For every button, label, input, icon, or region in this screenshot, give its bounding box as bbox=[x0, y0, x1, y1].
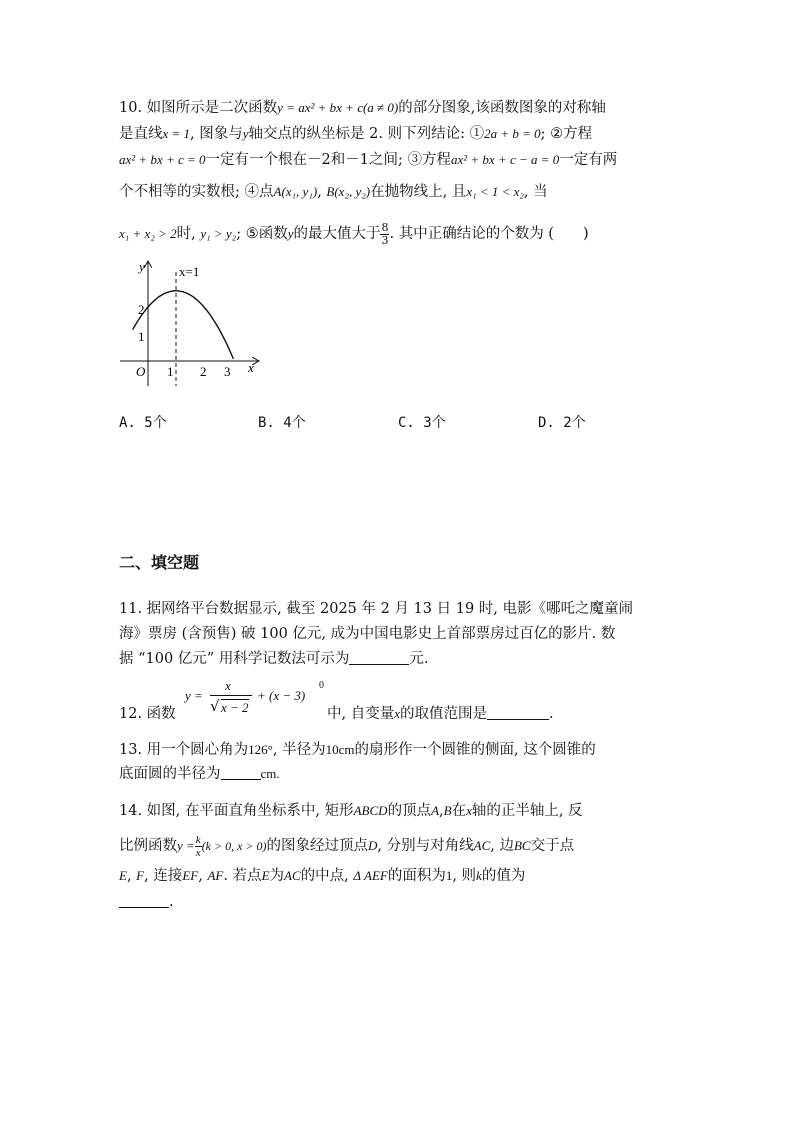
q11-line-1: 11. 据网络平台数据显示, 截至 2025 年 2 月 13 日 19 时, 电影《哪吒之魔童闹 bbox=[119, 601, 634, 617]
q12-line-tail: 中, 自变量x的取值范围是 . bbox=[327, 706, 554, 722]
q13-answer-blank[interactable] bbox=[221, 765, 261, 780]
q13-line-2: 底面圆的半径为 cm. bbox=[119, 766, 280, 782]
y-tick-1: 1 bbox=[138, 329, 145, 344]
choice-a[interactable]: A. 5个 bbox=[119, 415, 167, 431]
q14-line-2: 比例函数y = $\frac{k}{x}$ (k > 0, x > 0)的图象经过顶点D, 分别与对角线AC, 边BC交于点 bbox=[119, 833, 575, 859]
q11-answer-blank[interactable] bbox=[349, 650, 409, 665]
q10-line-3: ax² + bx + c = 0一定有一个根在－2和－1之间; ③方程ax² + bx + c − a = 0一定有两 bbox=[119, 152, 618, 168]
q10-line-5: x₁ + x₂ > 2时, y₁ > y₂; ⑤函数y的最大值大于 $\frac{8}{3}$ . 其中正确结论的个数为 ( ) bbox=[119, 220, 589, 247]
x-tick-3: 3 bbox=[224, 364, 231, 379]
quadratic-formula: y = ax² + bx + c(a ≠ 0) bbox=[277, 100, 399, 115]
q10-line-1: 10. 如图所示是二次函数y = ax² + bx + c(a ≠ 0)的部分图象,该函数图象的对称轴 bbox=[119, 100, 606, 116]
symmetry-axis-label: x=1 bbox=[179, 264, 200, 279]
choice-d[interactable]: D. 2个 bbox=[538, 415, 586, 431]
fraction-8-3: $\frac{8}{3}$ bbox=[381, 220, 389, 247]
section-title: 二、填空题 bbox=[119, 553, 200, 572]
origin-label: O bbox=[136, 364, 146, 379]
x-tick-2: 2 bbox=[200, 364, 207, 379]
y-tick-2: 2 bbox=[138, 302, 145, 317]
q12-line: 12. 函数 bbox=[119, 706, 176, 722]
fraction-bar bbox=[210, 695, 252, 696]
x-tick-1: 1 bbox=[167, 364, 174, 379]
q13-line-1: 13. 用一个圆心角为126°, 半径为10cm的扇形作一个圆锥的侧面, 这个圆锥的 bbox=[119, 742, 596, 758]
choice-b[interactable]: B. 4个 bbox=[258, 415, 306, 431]
q14-line-1: 14. 如图, 在平面直角坐标系中, 矩形ABCD的顶点A,B在x轴的正半轴上, 反 bbox=[119, 803, 583, 819]
q11-line-3: 据 “100 亿元” 用科学记数法可示为 元. bbox=[119, 651, 429, 667]
q12-answer-blank[interactable] bbox=[487, 705, 549, 720]
q10-choices bbox=[119, 412, 719, 436]
parabola-graph bbox=[118, 258, 268, 390]
q14-line-3: E, F, 连接EF, AF. 若点E为AC的中点, Δ AEF的面积为1, 则k的值为 bbox=[119, 868, 526, 884]
y-axis-label: y bbox=[139, 259, 145, 274]
q10-line-2: 是直线x = 1, 图象与y轴交点的纵坐标是 2. 则下列结论: ①2a + b = 0; ②方程 bbox=[119, 126, 593, 142]
x-axis-label: x bbox=[248, 360, 254, 375]
fraction-k-x: $\frac{k}{x}$ bbox=[195, 833, 201, 859]
choice-c[interactable]: C. 3个 bbox=[398, 415, 446, 431]
q10-line-4: 个不相等的实数根; ④点A(x₁, y₁), B(x₂, y₂)在抛物线上, 且x₁ < 1 < x₂, 当 bbox=[119, 184, 548, 200]
q14-line-4: . bbox=[119, 888, 679, 916]
sqrt-sign: √ bbox=[210, 697, 220, 715]
q11-line-2: 海》票房 (含预售) 破 100 亿元, 成为中国电影史上首部票房过百亿的影片. 数 bbox=[119, 626, 616, 642]
q14-answer-blank[interactable] bbox=[119, 893, 169, 908]
q12-function: y = x √ x − 2 + (x − 3) 0 bbox=[185, 678, 324, 715]
